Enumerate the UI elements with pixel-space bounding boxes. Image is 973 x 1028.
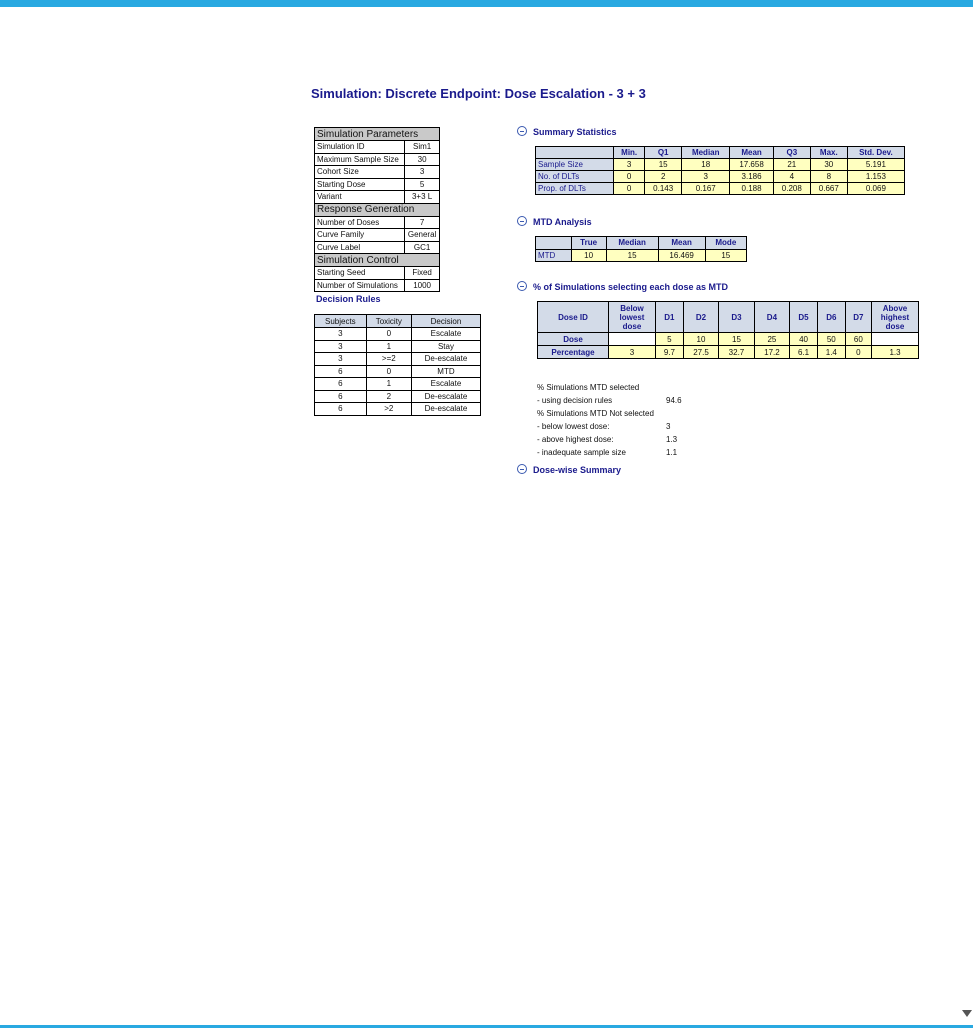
table-cell: 3: [315, 340, 367, 353]
table-cell: 0: [366, 328, 411, 341]
corner-cell: [536, 237, 572, 250]
table-cell: 6: [315, 378, 367, 391]
scroll-down-icon[interactable]: [962, 1010, 972, 1017]
table-cell: 25: [754, 333, 789, 346]
section-title: Simulation Parameters: [315, 128, 440, 141]
note-line: [537, 433, 678, 446]
table-cell: 8: [810, 171, 847, 183]
table-cell: 10: [683, 333, 718, 346]
table-row: [536, 171, 905, 183]
column-header: Median: [682, 147, 730, 159]
section-header-row: [315, 203, 440, 216]
table-row: [315, 378, 481, 391]
table-cell: 3: [315, 353, 367, 366]
note-label: % Simulations MTD Not selected: [537, 409, 654, 418]
table-cell: 0.208: [773, 183, 810, 195]
table-cell: 2: [645, 171, 682, 183]
table-row: [536, 159, 905, 171]
table-cell: 50: [817, 333, 845, 346]
page-title: Simulation: Discrete Endpoint: Dose Escalation - 3 + 3: [311, 86, 646, 101]
column-header: True: [571, 237, 606, 250]
table-row: [538, 333, 919, 346]
row-header: Prop. of DLTs: [536, 183, 614, 195]
table-cell: 1.4: [817, 346, 845, 359]
column-header: D1: [656, 302, 684, 333]
parameter-label: Starting Seed: [315, 267, 405, 280]
note-line: [537, 381, 654, 394]
parameter-row: [315, 216, 440, 229]
table-cell: 0: [614, 183, 645, 195]
mtd-analysis-table: [535, 236, 747, 262]
table-cell: 9.7: [656, 346, 684, 359]
table-cell: 3: [315, 328, 367, 341]
section-header-row: [315, 128, 440, 141]
column-header: Min.: [614, 147, 645, 159]
table-cell: 1.3: [872, 346, 919, 359]
table-cell: 6: [315, 390, 367, 403]
table-row: [315, 353, 481, 366]
parameter-row: [315, 267, 440, 280]
column-header: Mode: [705, 237, 746, 250]
table-cell: 5.191: [847, 159, 904, 171]
section-title: MTD Analysis: [533, 217, 592, 227]
table-cell: [609, 333, 656, 346]
table-cell: 0.167: [682, 183, 730, 195]
dose-wise-summary-header[interactable]: [517, 464, 621, 475]
table-cell: 15: [719, 333, 754, 346]
section-title: Simulation Control: [315, 254, 440, 267]
parameter-value: Sim1: [405, 141, 440, 154]
parameter-value: 30: [405, 153, 440, 166]
row-header: No. of DLTs: [536, 171, 614, 183]
table-cell: 4: [773, 171, 810, 183]
table-cell: 0.188: [730, 183, 774, 195]
table-cell: 15: [705, 249, 746, 262]
table-cell: 30: [810, 159, 847, 171]
dose-selection-header[interactable]: [517, 281, 728, 292]
table-cell: 21: [773, 159, 810, 171]
table-cell: 32.7: [719, 346, 754, 359]
note-label: % Simulations MTD selected: [537, 383, 640, 392]
parameter-label: Curve Label: [315, 241, 405, 254]
table-cell: 17.2: [754, 346, 789, 359]
note-label: - inadequate sample size: [537, 448, 626, 457]
table-cell: 0: [845, 346, 871, 359]
note-line: [537, 394, 682, 407]
table-row: [315, 328, 481, 341]
section-title: Summary Statistics: [533, 127, 617, 137]
table-cell: 3: [682, 171, 730, 183]
parameter-label: Cohort Size: [315, 166, 405, 179]
table-cell: 6: [315, 365, 367, 378]
table-cell: 6: [315, 403, 367, 416]
parameter-label: Simulation ID: [315, 141, 405, 154]
collapse-icon[interactable]: [517, 464, 527, 474]
parameter-row: [315, 166, 440, 179]
parameter-value: 1000: [405, 279, 440, 292]
parameter-row: [315, 191, 440, 204]
table-row: [315, 365, 481, 378]
table-row: [538, 346, 919, 359]
table-cell: 17.658: [730, 159, 774, 171]
table-cell: 3: [614, 159, 645, 171]
parameter-label: Curve Family: [315, 229, 405, 242]
decision-rules-title: Decision Rules: [316, 294, 381, 304]
parameter-label: Maximum Sample Size: [315, 153, 405, 166]
section-title: Response Generation: [315, 203, 440, 216]
column-header: Std. Dev.: [847, 147, 904, 159]
top-accent-bar: [0, 0, 973, 7]
table-cell: 0.667: [810, 183, 847, 195]
table-cell: 0: [614, 171, 645, 183]
table-cell: Escalate: [411, 378, 480, 391]
note-line: [537, 420, 671, 433]
parameter-label: Number of Simulations: [315, 279, 405, 292]
table-cell: 15: [645, 159, 682, 171]
column-header: D7: [845, 302, 871, 333]
section-header-row: [315, 254, 440, 267]
note-value: 94.6: [666, 396, 682, 405]
collapse-icon[interactable]: [517, 216, 527, 226]
row-header: Sample Size: [536, 159, 614, 171]
table-cell: 16.469: [658, 249, 705, 262]
column-header: Q1: [645, 147, 682, 159]
parameter-value: 3+3 L: [405, 191, 440, 204]
table-cell: 10: [571, 249, 606, 262]
table-cell: 1: [366, 378, 411, 391]
parameter-row: [315, 141, 440, 154]
parameter-value: General: [405, 229, 440, 242]
collapse-icon[interactable]: [517, 281, 527, 291]
table-row: [315, 390, 481, 403]
column-header: D4: [754, 302, 789, 333]
table-row: [315, 403, 481, 416]
column-header: Mean: [730, 147, 774, 159]
parameter-row: [315, 178, 440, 191]
table-cell: [872, 333, 919, 346]
parameter-label: Number of Doses: [315, 216, 405, 229]
note-value: 1.1: [666, 448, 678, 457]
parameter-value: Fixed: [405, 267, 440, 280]
table-cell: 2: [366, 390, 411, 403]
column-header: D5: [790, 302, 818, 333]
parameter-value: GC1: [405, 241, 440, 254]
section-title: % of Simulations selecting each dose as MTD: [533, 282, 729, 292]
mtd-selection-notes: [537, 381, 682, 459]
note-line: [537, 446, 678, 459]
table-cell: 0: [366, 365, 411, 378]
table-cell: 0.143: [645, 183, 682, 195]
column-header: D6: [817, 302, 845, 333]
mtd-analysis-header[interactable]: [517, 216, 592, 227]
summary-statistics-header[interactable]: [517, 126, 617, 137]
column-header: Max.: [810, 147, 847, 159]
parameter-value: 7: [405, 216, 440, 229]
table-cell: 3.186: [730, 171, 774, 183]
row-header: Dose: [538, 333, 609, 346]
table-cell: 0.069: [847, 183, 904, 195]
table-cell: Escalate: [411, 328, 480, 341]
table-cell: MTD: [411, 365, 480, 378]
table-cell: 60: [845, 333, 871, 346]
decision-rules-table: [314, 314, 481, 416]
parameter-label: Variant: [315, 191, 405, 204]
corner-cell: [536, 147, 614, 159]
parameter-row: [315, 241, 440, 254]
table-cell: 1: [366, 340, 411, 353]
column-header: Above highest dose: [872, 302, 919, 333]
table-row: [536, 183, 905, 195]
row-header: MTD: [536, 249, 572, 262]
header-row: [538, 302, 919, 333]
column-header: Toxicity: [366, 315, 411, 328]
column-header: Decision: [411, 315, 480, 328]
column-header: Subjects: [315, 315, 367, 328]
parameter-value: 5: [405, 178, 440, 191]
collapse-icon[interactable]: [517, 126, 527, 136]
note-value: 3: [666, 422, 671, 431]
summary-statistics-table: [535, 146, 905, 195]
table-row: [315, 340, 481, 353]
table-cell: 6.1: [790, 346, 818, 359]
dose-selection-table: [537, 301, 919, 359]
column-header: Dose ID: [538, 302, 609, 333]
table-cell: De-escalate: [411, 353, 480, 366]
table-cell: De-escalate: [411, 403, 480, 416]
table-cell: >=2: [366, 353, 411, 366]
table-cell: Stay: [411, 340, 480, 353]
parameters-table: [314, 127, 440, 292]
table-row: [536, 249, 747, 262]
table-cell: 40: [790, 333, 818, 346]
parameter-value: 3: [405, 166, 440, 179]
column-header: Mean: [658, 237, 705, 250]
note-line: [537, 407, 654, 420]
note-label: - above highest dose:: [537, 435, 614, 444]
parameter-row: [315, 153, 440, 166]
note-label: - below lowest dose:: [537, 422, 610, 431]
column-header: Median: [606, 237, 658, 250]
column-header: D3: [719, 302, 754, 333]
column-header: Below lowest dose: [609, 302, 656, 333]
header-row: [315, 315, 481, 328]
column-header: D2: [683, 302, 718, 333]
section-title: Dose-wise Summary: [533, 465, 622, 475]
header-row: [536, 237, 747, 250]
table-cell: 15: [606, 249, 658, 262]
table-cell: >2: [366, 403, 411, 416]
table-cell: 18: [682, 159, 730, 171]
table-cell: 3: [609, 346, 656, 359]
note-value: 1.3: [666, 435, 678, 444]
table-cell: De-escalate: [411, 390, 480, 403]
column-header: Q3: [773, 147, 810, 159]
row-header: Percentage: [538, 346, 609, 359]
table-cell: 5: [656, 333, 684, 346]
parameter-row: [315, 229, 440, 242]
note-label: - using decision rules: [537, 396, 613, 405]
table-cell: 1.153: [847, 171, 904, 183]
parameter-label: Starting Dose: [315, 178, 405, 191]
header-row: [536, 147, 905, 159]
parameter-row: [315, 279, 440, 292]
table-cell: 27.5: [683, 346, 718, 359]
